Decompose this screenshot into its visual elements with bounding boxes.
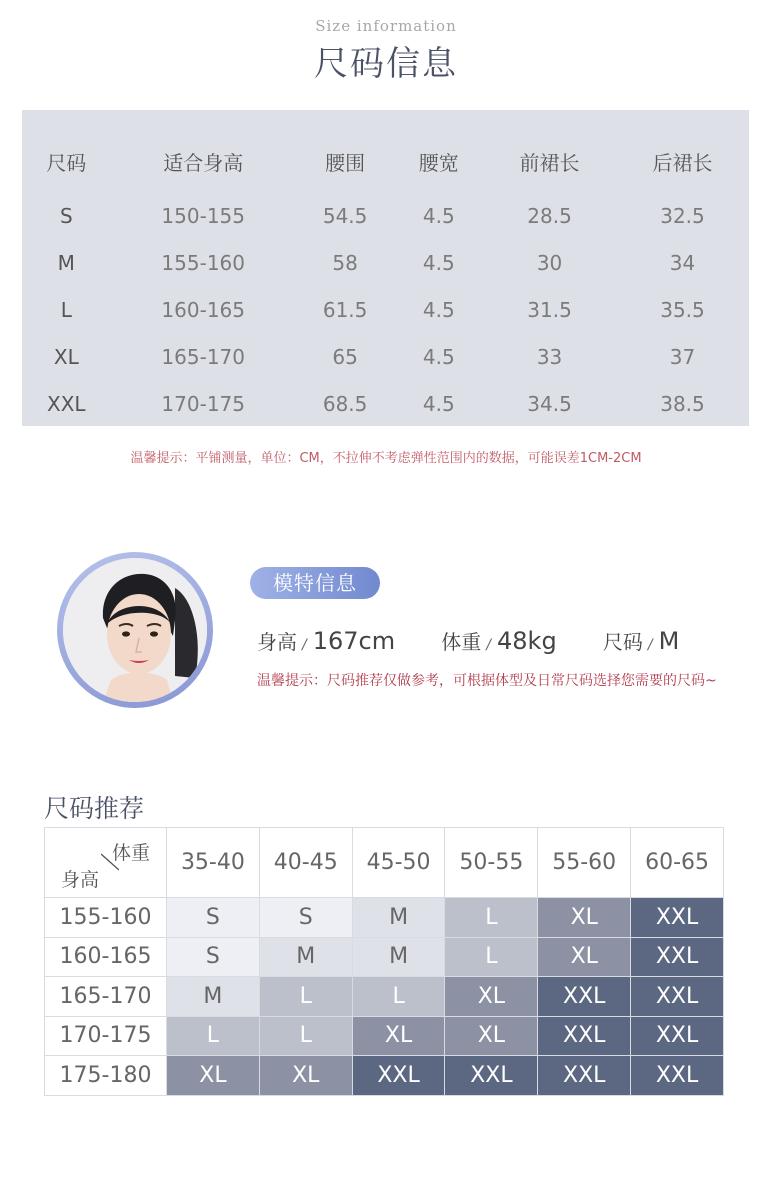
table-row <box>45 977 724 1017</box>
table-cell: S <box>59 203 73 228</box>
model-portrait-icon <box>63 558 207 702</box>
table-cell: 65 <box>332 344 358 369</box>
header-cell: 适合身高 <box>163 150 244 175</box>
header-cell: 前裙长 <box>519 150 580 175</box>
recommend-note: 温馨提示：尺码推荐仅做参考，可根据体型及日常尺码选择您需要的尺码~ <box>257 673 717 689</box>
size-cell: XXL <box>352 1056 445 1096</box>
table-cell: 58 <box>332 250 358 275</box>
size-cell: XL <box>445 977 538 1017</box>
size-cell: S <box>167 937 260 977</box>
size-cell: XXL <box>538 1056 631 1096</box>
table-cell: 35.5 <box>660 297 705 322</box>
header-cell: 后裙长 <box>652 150 713 175</box>
corner-weight-label: 体重 <box>111 842 150 864</box>
table-cell: L <box>60 297 72 322</box>
size-value: M <box>658 627 680 655</box>
weight-value: 48kg <box>497 627 557 655</box>
size-cell: S <box>167 898 260 938</box>
height-header: 170-175 <box>45 1016 167 1056</box>
table-cell: 34 <box>669 250 696 275</box>
table-cell: 31.5 <box>527 297 572 322</box>
table-cell: 28.5 <box>527 203 572 228</box>
table-cell: 4.5 <box>422 297 455 322</box>
size-cell: XL <box>538 937 631 977</box>
table-cell: 30 <box>536 250 563 275</box>
weight-header: 45-50 <box>352 828 445 898</box>
corner-height-label: 身高 <box>61 869 100 891</box>
table-row <box>45 898 724 938</box>
size-table <box>22 130 749 427</box>
size-cell: L <box>445 937 538 977</box>
measure-note: 温馨提示：平铺测量，单位：CM，不拉伸不考虑弹性范围内的数据，可能误差1CM-2CM <box>130 451 642 466</box>
size-cell: XXL <box>631 937 724 977</box>
weight-header: 55-60 <box>538 828 631 898</box>
subtitle: Size information <box>315 17 457 35</box>
size-cell: XXL <box>538 1016 631 1056</box>
table-cell: 165-170 <box>161 344 245 369</box>
table-row <box>45 937 724 977</box>
size-cell: M <box>352 937 445 977</box>
size-cell: XXL <box>538 977 631 1017</box>
height-header: 155-160 <box>45 898 167 938</box>
weight-header: 40-45 <box>259 828 352 898</box>
table-row <box>22 239 749 286</box>
size-cell: XXL <box>631 977 724 1017</box>
table-cell: 33 <box>536 344 563 369</box>
table-row <box>45 1016 724 1056</box>
size-cell: L <box>167 1016 260 1056</box>
separator: / <box>486 637 492 653</box>
model-info-badge: 模特信息 <box>250 567 380 599</box>
size-cell: XXL <box>445 1056 538 1096</box>
header-cell: 尺码 <box>46 150 87 175</box>
table-row <box>45 1056 724 1096</box>
table-cell: 37 <box>669 344 696 369</box>
size-cell: XL <box>259 1056 352 1096</box>
size-cell: XXL <box>631 1016 724 1056</box>
size-cell: M <box>259 937 352 977</box>
table-cell: XL <box>53 344 79 369</box>
table-row <box>22 286 749 333</box>
table-cell: 155-160 <box>161 250 245 275</box>
model-avatar-ring <box>57 552 213 708</box>
table-cell: 170-175 <box>161 391 245 416</box>
separator: / <box>647 637 653 653</box>
table-cell: 150-155 <box>161 203 245 228</box>
size-cell: XL <box>352 1016 445 1056</box>
table-cell: 4.5 <box>422 391 455 416</box>
corner-cell <box>45 828 167 898</box>
weight-header: 35-40 <box>167 828 260 898</box>
height-header: 175-180 <box>45 1056 167 1096</box>
table-cell: M <box>57 250 75 275</box>
table-cell: 4.5 <box>422 344 455 369</box>
size-cell: L <box>352 977 445 1017</box>
size-label: 尺码 <box>602 630 643 654</box>
table-cell: XXL <box>47 391 86 416</box>
size-cell: XL <box>445 1016 538 1056</box>
page-title: 尺码信息 <box>314 44 458 84</box>
size-cell: M <box>167 977 260 1017</box>
size-cell: L <box>259 1016 352 1056</box>
size-cell: XXL <box>631 898 724 938</box>
table-cell: 32.5 <box>660 203 705 228</box>
table-row <box>22 333 749 380</box>
size-cell: XL <box>167 1056 260 1096</box>
table-cell: 160-165 <box>161 297 245 322</box>
separator: / <box>302 637 307 653</box>
weight-label: 体重 <box>441 630 482 654</box>
table-cell: 38.5 <box>660 391 705 416</box>
table-cell: 61.5 <box>322 297 368 322</box>
table-cell: 4.5 <box>422 250 455 275</box>
height-header: 165-170 <box>45 977 167 1017</box>
table-cell: 4.5 <box>422 203 455 228</box>
size-cell: L <box>445 898 538 938</box>
header-cell: 腰宽 <box>418 150 459 175</box>
recommend-title: 尺码推荐 <box>44 794 145 823</box>
height-value: 167cm <box>312 627 396 655</box>
height-header: 160-165 <box>45 937 167 977</box>
model-stats <box>257 626 679 660</box>
size-table-header <box>22 130 749 192</box>
size-cell: XL <box>538 898 631 938</box>
recommend-table <box>44 827 724 1096</box>
table-cell: 54.5 <box>322 203 368 228</box>
size-cell: L <box>259 977 352 1017</box>
table-row <box>22 192 749 239</box>
table-row <box>22 380 749 427</box>
size-cell: M <box>352 898 445 938</box>
weight-header: 60-65 <box>631 828 724 898</box>
header-cell: 腰围 <box>325 150 366 175</box>
table-cell: 34.5 <box>527 391 572 416</box>
table-cell: 68.5 <box>322 391 368 416</box>
recommend-header-row <box>45 828 724 898</box>
size-cell: XXL <box>631 1056 724 1096</box>
height-label: 身高 <box>257 630 297 654</box>
weight-header: 50-55 <box>445 828 538 898</box>
model-avatar <box>63 558 207 702</box>
size-cell: S <box>259 898 352 938</box>
